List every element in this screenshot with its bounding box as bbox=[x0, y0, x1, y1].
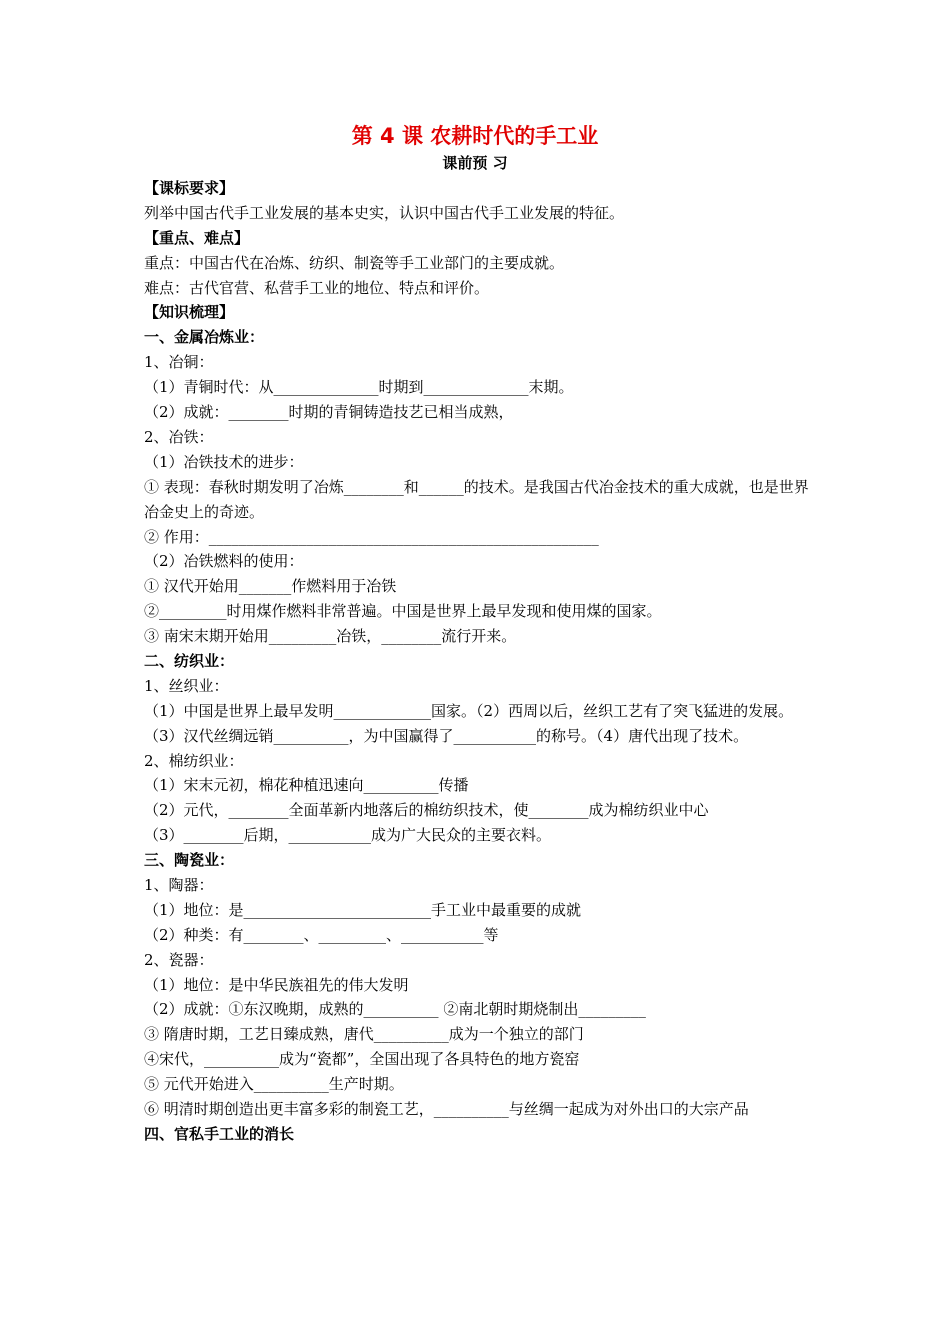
lesson-subtitle: 课前预 习 bbox=[442, 154, 508, 172]
text-line: 1、陶器： bbox=[144, 876, 214, 894]
text-line: （2）成就：________时期的青铜铸造技艺已相当成熟， bbox=[144, 403, 514, 422]
text-line: （2）冶铁燃料的使用： bbox=[144, 552, 304, 571]
text-line: （2）种类：有________、_________、___________等 bbox=[144, 925, 499, 944]
text-line: （1）宋末元初，棉花种植迅速向__________传播 bbox=[144, 776, 469, 795]
section-heading: 三、陶瓷业： bbox=[144, 851, 235, 870]
text-line: （2）成就：①东汉晚期，成熟的__________ ②南北朝时期烧制出_________ bbox=[144, 1000, 646, 1019]
text-line: （1）冶铁技术的进步： bbox=[144, 452, 304, 471]
text-line: ① 表现：春秋时期发明了冶炼________和______的技术。是我国古代冶金技术的重大成就，也是世界冶金史上的奇迹。 bbox=[144, 477, 809, 521]
text-line: ③ 南宋末期开始用_________冶铁，________流行开来。 bbox=[144, 627, 517, 646]
document-body bbox=[144, 176, 812, 1147]
section-heading: 【知识梳理】 bbox=[144, 303, 235, 322]
section-heading: 【重点、难点】 bbox=[144, 228, 250, 247]
section-heading: 二、纺织业： bbox=[144, 651, 235, 670]
text-line: 难点：古代官营、私营手工业的地位、特点和评价。 bbox=[144, 278, 490, 297]
text-line: 2、瓷器： bbox=[144, 950, 214, 969]
text-line: ⑤ 元代开始进入__________生产时期。 bbox=[144, 1075, 404, 1094]
section-heading: 【课标要求】 bbox=[144, 179, 235, 197]
text-line: ① 汉代开始用_______作燃料用于冶铁 bbox=[144, 577, 397, 596]
section-heading: 一、金属冶炼业： bbox=[144, 328, 265, 347]
section-heading: 四、官私手工业的消长 bbox=[144, 1124, 295, 1143]
text-line: （1）地位：是中华民族祖先的伟大发明 bbox=[144, 975, 409, 994]
text-line: 1、丝织业： bbox=[144, 676, 229, 695]
text-line: ② 作用：____________________________________________________ bbox=[144, 527, 599, 546]
text-line: 2、棉纺织业： bbox=[144, 751, 244, 770]
text-line: ②_________时用煤作燃料非常普遍。中国是世界上最早发现和使用煤的国家。 bbox=[144, 602, 662, 621]
text-line: 1、冶铜： bbox=[144, 353, 214, 372]
text-line: （1）地位：是_________________________手工业中最重要的成就 bbox=[144, 900, 582, 919]
text-line: （1）青铜时代：从______________时期到______________末期。 bbox=[144, 378, 574, 397]
text-line: ③ 隋唐时期，工艺日臻成熟，唐代__________成为一个独立的部门 bbox=[144, 1025, 584, 1044]
text-line: （1）中国是世界上最早发明_____________国家。（2）西周以后，丝织工艺有了突飞猛进的发展。 bbox=[144, 701, 794, 720]
text-line: 重点：中国古代在冶炼、纺织、制瓷等手工业部门的主要成就。 bbox=[144, 253, 565, 272]
text-line: ⑥ 明清时期创造出更丰富多彩的制瓷工艺，__________与丝绸一起成为对外出口的大宗产品 bbox=[144, 1100, 749, 1119]
text-line: 2、冶铁： bbox=[144, 427, 214, 446]
text-line: ④宋代，__________成为“瓷都”，全国出现了各具特色的地方瓷窑 bbox=[144, 1050, 580, 1069]
lesson-title: 第 4 课 农耕时代的手工业 bbox=[351, 124, 599, 148]
text-line: （3）________后期，___________成为广大民众的主要衣料。 bbox=[144, 826, 552, 845]
text-line: （3）汉代丝绸远销__________，为中国赢得了___________的称号。（4）唐代出现了技术。 bbox=[144, 726, 749, 745]
text-line: （2）元代，________全面革新内地落后的棉纺织技术，使________成为棉纺织业中心 bbox=[144, 801, 709, 820]
text-line: 列举中国古代手工业发展的基本史实，认识中国古代手工业发展的特征。 bbox=[144, 203, 625, 222]
